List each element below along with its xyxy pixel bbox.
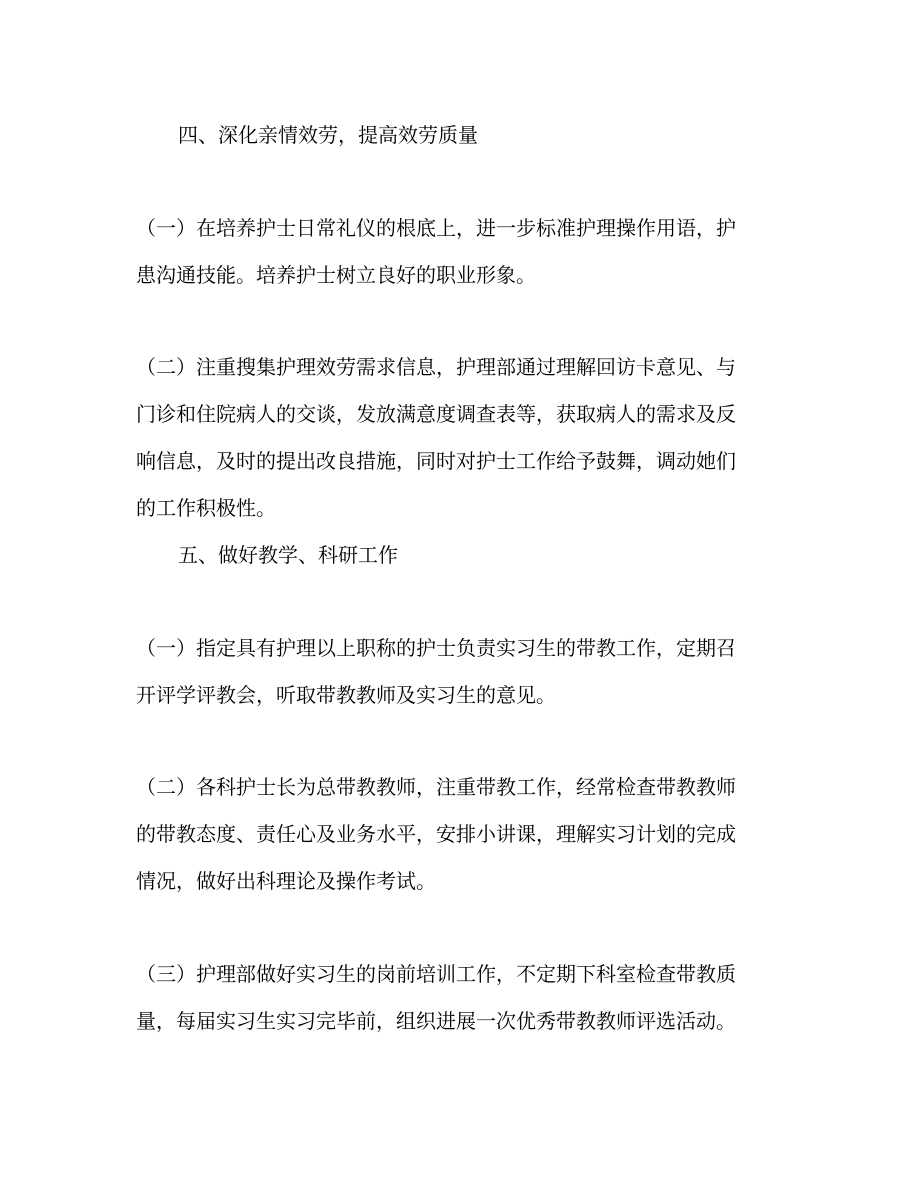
paragraph-line: （三）护理部做好实习生的岗前培训工作，不定期下科室检查带教质: [136, 962, 736, 986]
paragraph-line: 响信息，及时的提出改良措施，同时对护士工作给予鼓舞，调动她们: [136, 449, 736, 473]
paragraph-line: 患沟通技能。培养护士树立良好的职业形象。: [136, 263, 536, 287]
paragraph-line: 情况，做好出科理论及操作考试。: [136, 869, 436, 893]
paragraph-line: 开评学评教会，听取带教教师及实习生的意见。: [136, 683, 556, 707]
paragraph-line: （二）注重搜集护理效劳需求信息，护理部通过理解回访卡意见、与: [136, 355, 736, 379]
paragraph-line: 的带教态度、责任心及业务水平，安排小讲课，理解实习计划的完成: [136, 822, 736, 846]
paragraph-line: （二）各科护士长为总带教教师，注重带教工作，经常检查带教教师: [136, 775, 736, 799]
paragraph-line: 门诊和住院病人的交谈，发放满意度调查表等，获取病人的需求及反: [136, 402, 736, 426]
paragraph-line: 的工作积极性。: [136, 496, 276, 520]
paragraph-line: （一）指定具有护理以上职称的护士负责实习生的带教工作，定期召: [136, 636, 736, 660]
paragraph-line: （一）在培养护士日常礼仪的根底上，进一步标准护理操作用语，护: [136, 216, 736, 240]
section-heading: 五、做好教学、科研工作: [178, 543, 398, 567]
section-heading: 四、深化亲情效劳，提高效劳质量: [178, 123, 478, 147]
paragraph-line: 量，每届实习生实习完毕前，组织进展一次优秀带教教师评选活动。: [136, 1009, 736, 1033]
